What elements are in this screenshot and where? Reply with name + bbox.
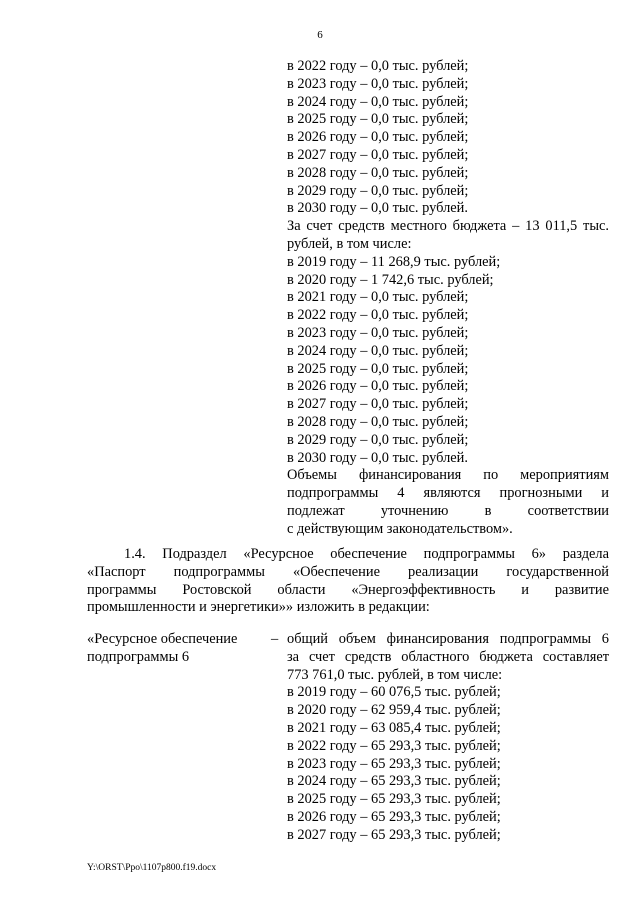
label-line: «Ресурсное обеспечение (87, 631, 238, 647)
local-budget-intro: За счет средств местного бюджета – 13 011,5 тыс. (287, 218, 609, 235)
year-line: в 2028 году – 0,0 тыс. рублей; (287, 413, 469, 430)
year-line: в 2024 году – 0,0 тыс. рублей; (287, 93, 469, 110)
funding-block-continuation (287, 58, 609, 539)
year-line: в 2023 году – 65 293,3 тыс. рублей; (287, 755, 501, 772)
footer-file-path: Y:\ORST\Ppo\1107p800.f19.docx (87, 863, 217, 873)
note-line: с действующим законодательством». (287, 520, 513, 537)
year-line: в 2027 году – 0,0 тыс. рублей; (287, 146, 469, 163)
year-line: в 2022 году – 0,0 тыс. рублей; (287, 58, 469, 74)
year-line: в 2022 году – 0,0 тыс. рублей; (287, 307, 469, 324)
paragraph-line: «Паспорт подпрограммы «Обеспечение реализации государственной (87, 563, 609, 580)
intro-line: за счет средств областного бюджета составляет (287, 648, 609, 665)
year-line: в 2029 году – 0,0 тыс. рублей; (287, 182, 469, 199)
year-line: в 2025 году – 0,0 тыс. рублей; (287, 111, 469, 128)
year-line: в 2025 году – 0,0 тыс. рублей; (287, 360, 469, 377)
section-1-4-paragraph (87, 546, 609, 617)
note-line: Объемы финансирования по мероприятиям (287, 467, 609, 484)
year-line: в 2026 году – 0,0 тыс. рублей; (287, 378, 469, 395)
year-line: в 2019 году – 11 268,9 тыс. рублей; (287, 253, 501, 270)
year-line: в 2028 году – 0,0 тыс. рублей; (287, 164, 469, 181)
paragraph-line: 1.4. Подраздел «Ресурсное обеспечение подпрограммы 6» раздела (124, 546, 609, 562)
page-number: 6 (317, 29, 323, 41)
label-line: подпрограммы 6 (87, 648, 190, 665)
year-line: в 2020 году – 62 959,4 тыс. рублей; (287, 702, 501, 719)
separator-dash: – (271, 631, 279, 647)
year-line: в 2029 году – 0,0 тыс. рублей; (287, 431, 469, 448)
year-line: в 2021 году – 0,0 тыс. рублей; (287, 289, 469, 306)
intro-line: 773 761,0 тыс. рублей, в том числе: (287, 666, 503, 683)
year-line: в 2024 году – 0,0 тыс. рублей; (287, 342, 469, 359)
subprogram6-label (87, 631, 287, 667)
year-line: в 2020 году – 1 742,6 тыс. рублей; (287, 271, 494, 288)
year-line: в 2027 году – 65 293,3 тыс. рублей; (287, 826, 501, 843)
note-line: подпрограммы 4 являются прогнозными и (287, 485, 609, 502)
year-line: в 2030 году – 0,0 тыс. рублей. (287, 449, 468, 466)
year-line: в 2023 году – 0,0 тыс. рублей; (287, 75, 469, 92)
year-line: в 2019 году – 60 076,5 тыс. рублей; (287, 684, 501, 701)
paragraph-line: программы Ростовской области «Энергоэффективность и развитие (87, 581, 609, 598)
year-line: в 2027 году – 0,0 тыс. рублей; (287, 396, 469, 413)
year-line: в 2022 году – 65 293,3 тыс. рублей; (287, 737, 501, 754)
year-line: в 2023 году – 0,0 тыс. рублей; (287, 324, 469, 341)
year-line: в 2021 году – 63 085,4 тыс. рублей; (287, 719, 501, 736)
subprogram6-funding (287, 631, 609, 845)
paragraph-line: промышленности и энергетики»» изложить в редакции: (87, 599, 430, 616)
year-line: в 2025 году – 65 293,3 тыс. рублей; (287, 791, 501, 808)
local-budget-intro-cont: рублей, в том числе: (287, 235, 412, 252)
year-line: в 2030 году – 0,0 тыс. рублей. (287, 200, 468, 217)
year-line: в 2026 году – 0,0 тыс. рублей; (287, 129, 469, 146)
intro-line: общий объем финансирования подпрограммы 6 (287, 631, 609, 647)
year-line: в 2024 году – 65 293,3 тыс. рублей; (287, 773, 501, 790)
note-line: подлежат уточнению в соответствии (287, 502, 609, 519)
year-line: в 2026 году – 65 293,3 тыс. рублей; (287, 808, 501, 825)
